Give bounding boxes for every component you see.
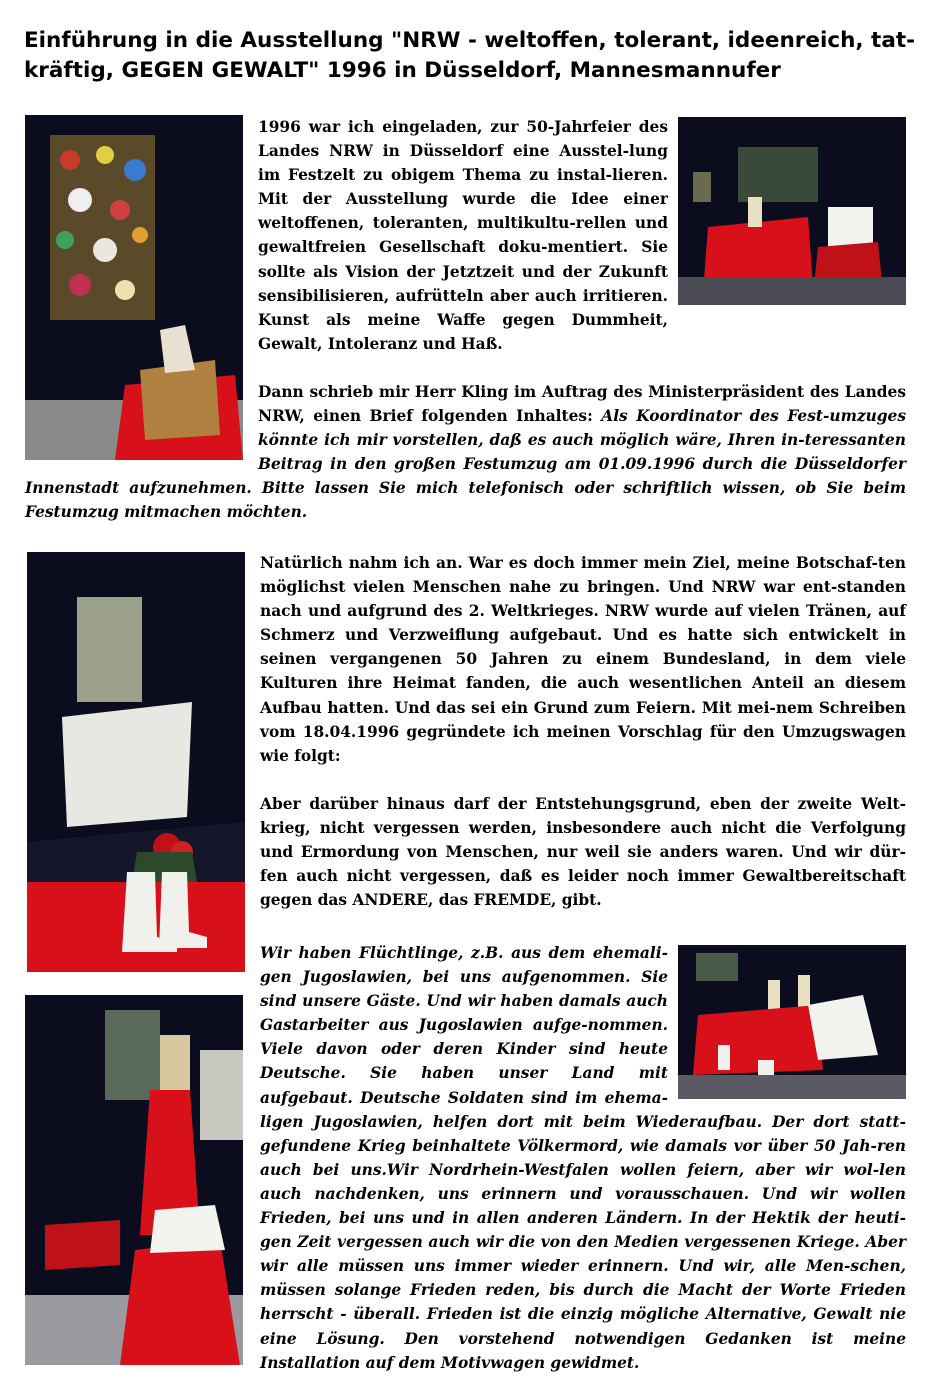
paragraph-3: Natürlich nahm ich an. War es doch immer mein Ziel, meine Botschaf-ten möglichst vielen Menschen nahe zu bringen. Und NRW war ent-standen nach und aufgrund des 2. Weltkrieges. NRW wurde auf vielen Tränen, auf Schmerz und Verzweiflung aufgebaut. Und es hatte sich entwickelt in seinen vergangenen 50 Jahren zu einem Bundesland, in dem viele Kulturen ihre Heimat fanden, die auch wesentlichen Anteil an diesem Aufbau hatten. Und das sei ein Grund zum Feiern. Mit mei-nem Schreiben vom 18.04.1996 gegründete ich meinen Vorschlag für den Umzugswagen wie folgt: (260, 554, 906, 765)
paragraph-2-intro: Dann schrieb mir Herr Kling im Auftrag des Ministerpräsident des Landes NRW, einen Brief folgenden Inhaltes: (258, 382, 906, 426)
photo-red-column (25, 995, 243, 1365)
response-text-block (260, 551, 906, 912)
photo-installation-detail (678, 945, 906, 1099)
page-title: Einführung in die Ausstellung "NRW - weltoffen, tolerant, ideenreich, tat-kräftig, GEGEN GEWALT" 1996 in Düsseldorf, Mannesmannufer (24, 28, 916, 83)
paragraph-5: Wir haben Flüchtlinge, z.B. aus dem ehemali-gen Jugoslawien, bei uns aufgenommen. Sie sind unsere Gäste. Und wir haben damals auch Gastarbeiter aus Jugoslawien aufge-nommen. Viele davon oder deren Kinder sind heute Deutsche. Sie haben unser Land mit aufgebaut. Deutsche Soldaten sind im ehema-ligen Jugoslawien, helfen dort mit beim Wiederaufbau. Der dort statt-gefundene Krieg beinhaltete Völkermord, wie damals vor über 50 Jah-ren auch bei uns.Wir Nordrhein-Westfalen wollen feiern, aber wir wol-len auch nachdenken, uns erinnern und vorausschauen. Und wir wollen Frieden, bei uns und in allen anderen Ländern. In der Hektik der heuti-gen Zeit vergessen auch wir die von den Medien vergessenen Kriege. Aber wir alle müssen uns immer wieder erinnern. Und wir, alle Men-schen, müssen solange Frieden reden, bis durch die Macht der Worte Frieden herrscht - überall. Frieden ist die einzig mögliche Alternative, Gewalt nie eine Lösung. Den vorstehend notwendigen Gedanken ist meine Installation auf dem Motivwagen gewidmet. (260, 944, 906, 1372)
refugee-text-block (260, 941, 906, 1375)
photo-1-spacer (25, 115, 258, 460)
paragraph-4: Aber darüber hinaus darf der Entstehungsgrund, eben der zweite Welt-krieg, nicht vergessen werden, insbesondere auch nicht die Verfolgung und Ermordung von Menschen, nur weil sie anders waren. Und wir dür-fen auch nicht vergessen, daß es leider noch immer Gewaltbereitschaft gegen das ANDERE, das FREMDE, gibt. (260, 794, 906, 910)
intro-text-block (25, 115, 906, 525)
paragraph-1: 1996 war ich eingeladen, zur 50-Jahrfeier des Landes NRW in Düsseldorf eine Ausstel-lung im Festzelt zu obigem Thema zu instal-lieren. Mit der Ausstellung wurde die Idee einer weltoffenen, toleranten, multikultu-rellen und gewaltfreien Gesellschaft doku-mentiert. Sie sollte als Vision der Jetztzeit und der Zukunft sensibilisieren, aufrütteln aber auch irritieren. Kunst als meine Waffe gegen Dummheit, Gewalt, Intoleranz und Haß. (258, 118, 668, 353)
photo-tent-overview (678, 117, 906, 305)
paragraph-2-quote: Als Koordinator des Fest-umzuges könnte ich mir vorstellen, daß es auch möglich wäre, Ihren in-teressanten Beitrag in den großen Festumzug am 01.09.1996 durch die Düsseldorfer Innenstadt aufzunehmen. Bitte lassen Sie mich telefonisch oder schriftlich wissen, ob Sie beim Festumzug mitmachen möchten. (25, 407, 906, 522)
photo-relief-boots (27, 552, 245, 972)
